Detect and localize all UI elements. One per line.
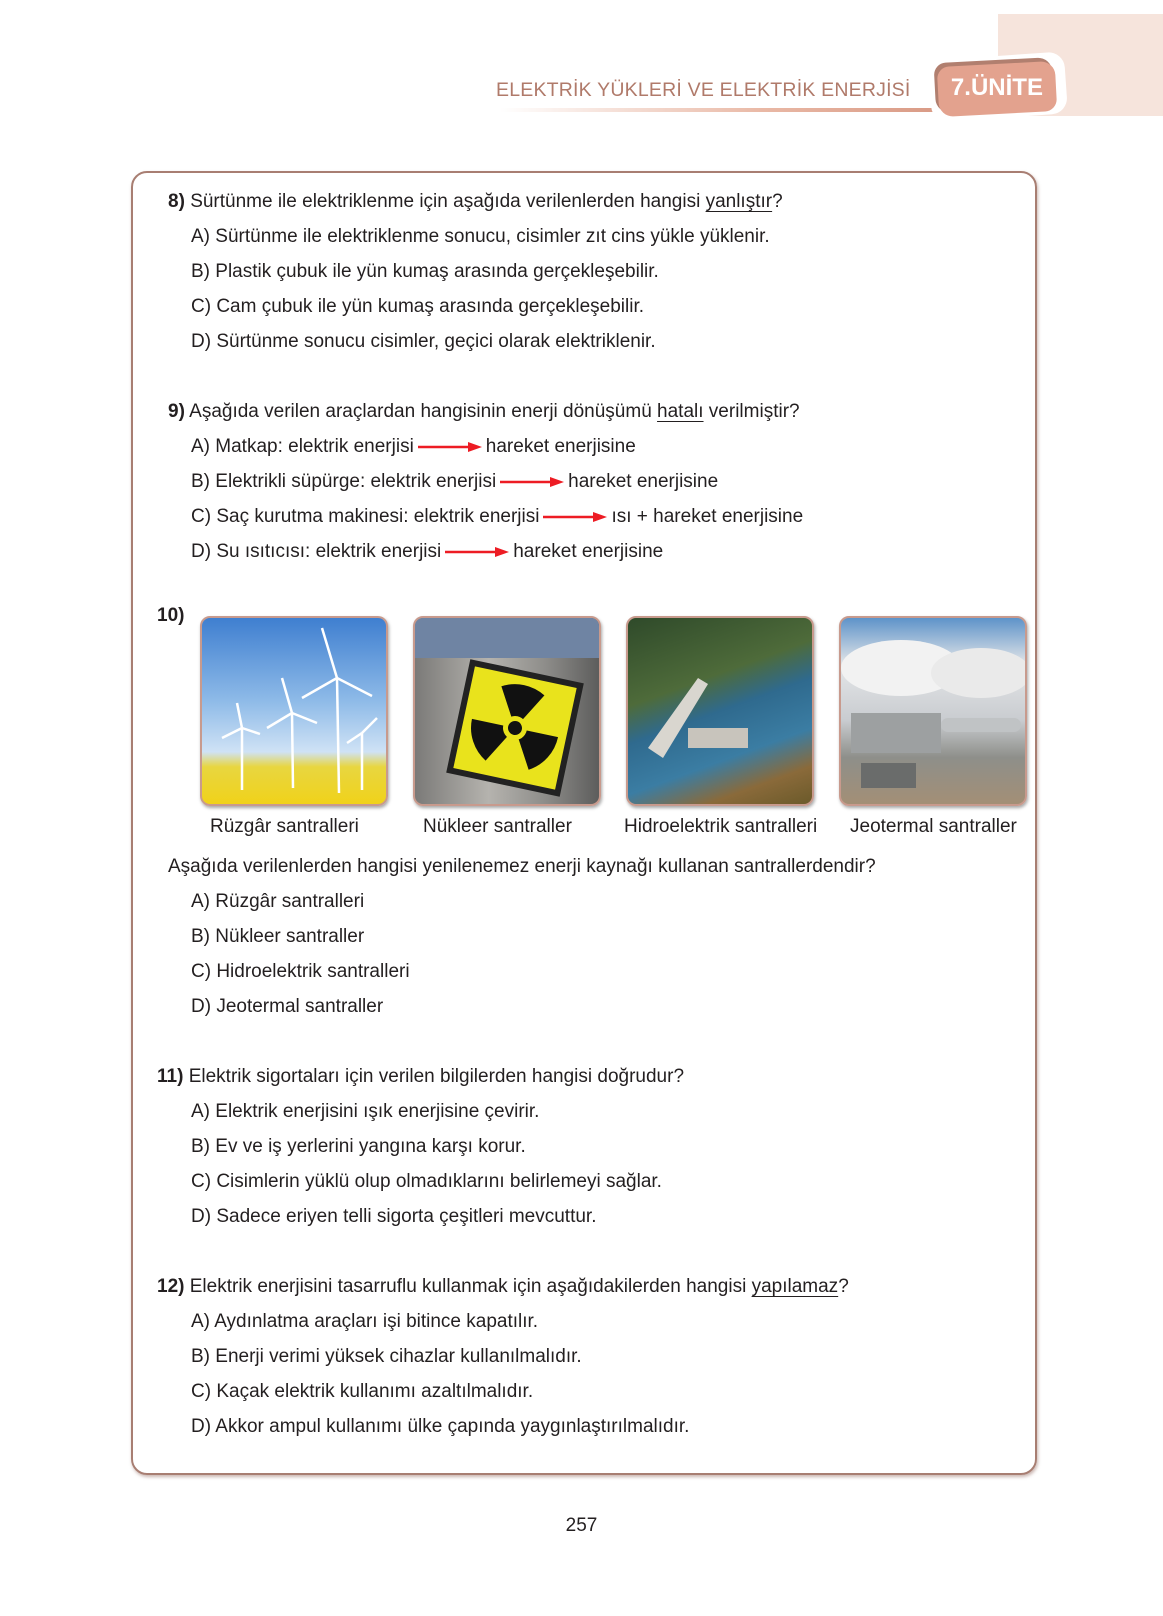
source-energy: C) Saç kurutma makinesi: elektrik enerjisi <box>191 506 540 527</box>
geothermal-plant-image <box>839 616 1027 806</box>
page-number: 257 <box>565 1515 598 1536</box>
option-b: B) Plastik çubuk ile yün kumaş arasında gerçekleşebilir. <box>191 261 659 282</box>
option-b: B) Ev ve iş yerlerini yangına karşı korur. <box>191 1136 526 1157</box>
arrow-right-icon <box>543 511 607 523</box>
hydroelectric-dam-image <box>626 616 814 806</box>
chapter-title: ELEKTRİK YÜKLERİ VE ELEKTRİK ENERJİSİ <box>496 79 911 101</box>
question-text-end: verilmiştir? <box>703 401 800 422</box>
question-11 <box>157 1059 684 1234</box>
underlined-word: yanlıştır <box>705 191 773 212</box>
option-b: B) Enerji verimi yüksek cihazlar kullanılmalıdır. <box>191 1346 582 1367</box>
option-d: D) Jeotermal santraller <box>191 996 384 1017</box>
question-text: Aşağıda verilen araçlardan hangisinin enerji dönüşümü <box>189 401 658 422</box>
question-number: 9) <box>168 401 185 422</box>
option-a: A) Rüzgâr santralleri <box>191 891 365 912</box>
caption-nuclear: Nükleer santraller <box>423 816 572 837</box>
underlined-word: hatalı <box>657 401 704 422</box>
option-b <box>168 464 803 499</box>
target-energy: hareket enerjisine <box>568 471 719 492</box>
caption-hydro: Hidroelektrik santralleri <box>624 816 818 837</box>
question-8 <box>168 184 783 359</box>
question-10 <box>168 849 876 1024</box>
option-d: D) Akkor ampul kullanımı ülke çapında yaygınlaştırılmalıdır. <box>191 1416 690 1437</box>
option-c: C) Cisimlerin yüklü olup olmadıklarını belirlemeyi sağlar. <box>191 1171 662 1192</box>
option-c <box>168 499 803 534</box>
option-d: D) Sürtünme sonucu cisimler, geçici olarak elektriklenir. <box>191 331 656 352</box>
arrow-right-icon <box>418 441 482 453</box>
caption-wind: Rüzgâr santralleri <box>210 816 359 837</box>
question-number: 12) <box>157 1276 185 1297</box>
source-energy: B) Elektrikli süpürge: elektrik enerjisi <box>191 471 497 492</box>
question-text: Elektrik sigortaları için verilen bilgilerden hangisi doğrudur? <box>188 1066 685 1087</box>
nuclear-plant-image <box>413 616 601 806</box>
underlined-word: yapılamaz <box>751 1276 839 1297</box>
unit-badge <box>937 61 1057 117</box>
option-d: D) Sadece eriyen telli sigorta çeşitleri mevcuttur. <box>191 1206 597 1227</box>
option-a: A) Sürtünme ile elektriklenme sonucu, cisimler zıt cins yükle yüklenir. <box>191 226 770 247</box>
question-number: 8) <box>168 191 185 212</box>
caption-geothermal: Jeotermal santraller <box>850 816 1017 837</box>
target-energy: ısı + hareket enerjisine <box>611 506 804 527</box>
option-c: C) Hidroelektrik santralleri <box>191 961 410 982</box>
option-d <box>168 534 803 569</box>
target-energy: hareket enerjisine <box>513 541 664 562</box>
target-energy: hareket enerjisine <box>485 436 636 457</box>
question-number-10: 10) <box>157 605 185 626</box>
question-text: Aşağıda verilenlerden hangisi yenilenemez enerji kaynağı kullanan santrallerdendir? <box>168 856 876 877</box>
option-b: B) Nükleer santraller <box>191 926 365 947</box>
wind-farm-image <box>200 616 388 806</box>
question-number: 11) <box>157 1066 184 1087</box>
option-a <box>168 429 803 464</box>
arrow-right-icon <box>500 476 564 488</box>
unit-label: 7.ÜNİTE <box>950 74 1043 102</box>
question-text: Sürtünme ile elektriklenme için aşağıda verilenlerden hangisi <box>190 191 706 212</box>
source-energy: D) Su ısıtıcısı: elektrik enerjisi <box>191 541 442 562</box>
arrow-right-icon <box>445 546 509 558</box>
source-energy: A) Matkap: elektrik enerjisi <box>191 436 414 457</box>
option-a: A) Elektrik enerjisini ışık enerjisine çevirir. <box>191 1101 540 1122</box>
header-rule <box>500 108 940 112</box>
question-text: Elektrik enerjisini tasarruflu kullanmak için aşağıdakilerden hangisi <box>189 1276 752 1297</box>
option-a: A) Aydınlatma araçları işi bitince kapatılır. <box>191 1311 539 1332</box>
question-12 <box>157 1269 849 1444</box>
question-text-end: ? <box>772 191 783 212</box>
option-c: C) Cam çubuk ile yün kumaş arasında gerçekleşebilir. <box>191 296 645 317</box>
question-text-end: ? <box>838 1276 849 1297</box>
question-9 <box>168 394 803 569</box>
option-c: C) Kaçak elektrik kullanımı azaltılmalıdır. <box>191 1381 534 1402</box>
